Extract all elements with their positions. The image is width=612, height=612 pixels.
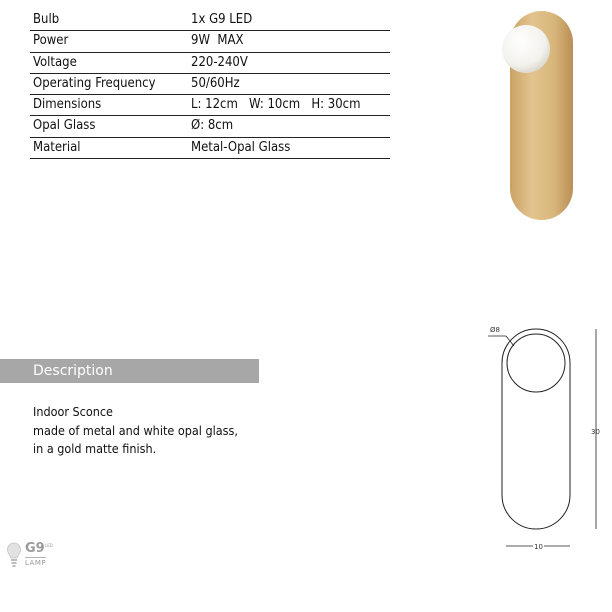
technical-drawing <box>478 316 610 556</box>
spec-row-bulb <box>30 10 390 31</box>
globe-outline <box>507 334 565 392</box>
spec-value: 1x G9 LED <box>191 12 253 27</box>
spec-row-voltage <box>30 53 390 74</box>
spec-label: Material <box>33 139 81 155</box>
light-bulb-icon <box>6 541 22 569</box>
specifications-table <box>30 10 390 159</box>
spec-row-frequency <box>30 74 390 95</box>
description-line: Indoor Sconce <box>33 404 113 419</box>
width-label: 10 <box>534 543 543 551</box>
spec-label: Operating Frequency <box>33 75 156 91</box>
spec-label: Power <box>33 33 69 49</box>
spec-value: 50/60Hz <box>191 75 240 91</box>
badge-lamp-text: LAMP <box>25 559 47 567</box>
spec-label: Voltage <box>33 54 77 70</box>
spec-label: Dimensions <box>33 97 102 113</box>
backplate-outline <box>502 329 570 529</box>
description-heading-bar <box>0 359 259 383</box>
spec-value: Metal-Opal Glass <box>191 139 291 155</box>
g9-lamp-badge <box>6 541 56 571</box>
spec-value: 220-240V <box>191 54 248 70</box>
spec-row-dimensions <box>30 95 390 116</box>
spec-value: Ø: 8cm <box>191 118 234 134</box>
height-label: 30 <box>591 428 600 436</box>
badge-small-text: LED <box>45 543 53 548</box>
description-text <box>33 403 238 459</box>
opal-glass-globe <box>502 25 550 73</box>
description-heading: Description <box>33 363 113 379</box>
spec-label: Opal Glass <box>33 118 96 134</box>
spec-row-material <box>30 138 390 159</box>
product-photo <box>495 8 585 223</box>
spec-row-power <box>30 31 390 52</box>
badge-code: G9 <box>25 541 45 556</box>
spec-row-opal-glass <box>30 116 390 137</box>
diameter-label: Ø8 <box>490 326 500 334</box>
spec-label: Bulb <box>33 12 60 27</box>
spec-value: L: 12cm W: 10cm H: 30cm <box>191 97 361 113</box>
description-line: made of metal and white opal glass, <box>33 422 238 438</box>
spec-value: 9W MAX <box>191 33 244 49</box>
description-line: in a gold matte finish. <box>33 441 157 456</box>
